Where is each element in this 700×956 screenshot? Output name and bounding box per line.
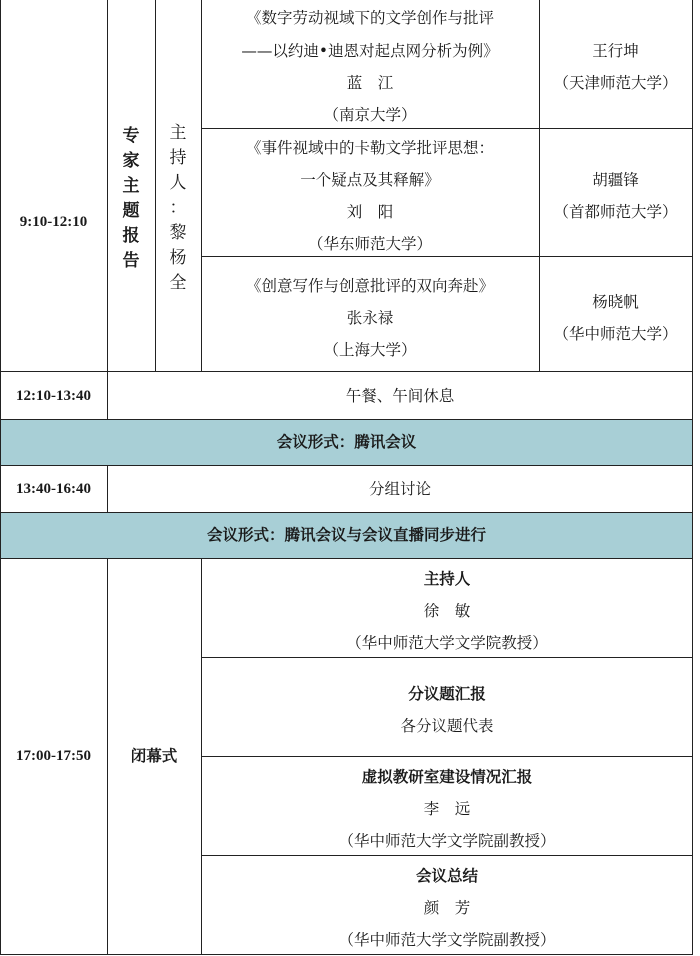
host-char: 持: [169, 148, 187, 168]
format-banner-2: 会议形式：腾讯会议与会议直播同步进行: [206, 525, 486, 544]
lunch-time: 12:10-13:40: [16, 388, 91, 404]
closing-item-line1: 各分议题代表: [400, 717, 494, 735]
closing-item-line2: （华中师范大学文学院副教授）: [338, 832, 556, 850]
closing-item-line1: 李 远: [423, 800, 471, 818]
grid-line: [0, 558, 693, 559]
grid-line: [0, 954, 693, 955]
host-char: 全: [169, 273, 187, 293]
talk-title-line2: 一个疑点及其释解》: [300, 171, 440, 189]
closing-item-line1: 颜 芳: [423, 899, 471, 917]
discussant-name: 杨晓帆: [592, 293, 639, 311]
session1-host-label: [166, 121, 190, 296]
grid-line: [201, 756, 693, 757]
talk-title-line1: 《创意写作与创意批评的双向奔赴》: [245, 277, 494, 295]
closing-item-heading: 分议题汇报: [408, 684, 486, 703]
discussant-affiliation: （天津师范大学）: [553, 74, 678, 92]
grid-line: [201, 657, 693, 658]
talk-affiliation: （上海大学）: [323, 341, 417, 359]
host-char: 黎: [169, 223, 187, 243]
grid-line: [0, 512, 693, 513]
type-char: 主: [122, 176, 140, 196]
session1-time: 9:10-12:10: [19, 214, 88, 230]
closing-item-heading: 虚拟教研室建设情况汇报: [361, 767, 533, 786]
closing-item-line2: （华中师范大学文学院副教授）: [338, 931, 556, 949]
type-char: 报: [122, 226, 140, 246]
talk-title-line2: ——以约迪•迪恩对起点网分析为例》: [241, 42, 499, 60]
host-char: 人: [169, 173, 187, 193]
talk-speaker: 张永禄: [346, 309, 394, 327]
type-char: 告: [122, 251, 140, 271]
talk-speaker: 刘 阳: [346, 203, 394, 221]
grid-line: [0, 419, 693, 420]
closing-item-heading: 会议总结: [415, 866, 478, 885]
host-char: 主: [169, 123, 187, 143]
discussant-name: 胡疆锋: [592, 171, 639, 189]
closing-item-line2: （华中师范大学文学院教授）: [346, 634, 548, 652]
grid-line: [0, 465, 693, 466]
grid-line: [0, 371, 693, 372]
host-char: ：: [169, 198, 187, 218]
grid-line: [155, 0, 156, 371]
type-char: 题: [122, 201, 140, 221]
grid-line: [0, 0, 1, 955]
closing-item-line1: 徐 敏: [423, 602, 471, 620]
talk-speaker: 蓝 江: [346, 74, 394, 92]
type-char: 家: [122, 151, 140, 171]
grid-line: [201, 256, 693, 257]
session1-type-label: [119, 124, 143, 274]
type-char: 专: [122, 126, 140, 146]
grid-line: [201, 128, 693, 129]
discussant-affiliation: （首都师范大学）: [553, 203, 678, 221]
closing-time: 17:00-17:50: [16, 748, 91, 764]
host-char: 杨: [169, 248, 187, 268]
talk-title-line1: 《数字劳动视域下的文学创作与批评: [245, 9, 494, 27]
grid-line: [107, 0, 108, 419]
format-banner-1: 会议形式：腾讯会议: [276, 432, 417, 451]
closing-item-heading: 主持人: [423, 569, 471, 588]
talk-affiliation: （南京大学）: [323, 106, 417, 124]
group-label: 分组讨论: [368, 480, 431, 498]
talk-title-line1: 《事件视域中的卡勒文学批评思想：: [245, 139, 494, 157]
discussant-affiliation: （华中师范大学）: [553, 325, 678, 343]
closing-label: 闭幕式: [130, 746, 178, 765]
grid-line: [201, 855, 693, 856]
talk-affiliation: （华东师范大学）: [307, 235, 432, 253]
lunch-label: 午餐、午间休息: [345, 387, 455, 405]
discussant-name: 王行坤: [592, 42, 639, 60]
group-time: 13:40-16:40: [16, 481, 91, 497]
